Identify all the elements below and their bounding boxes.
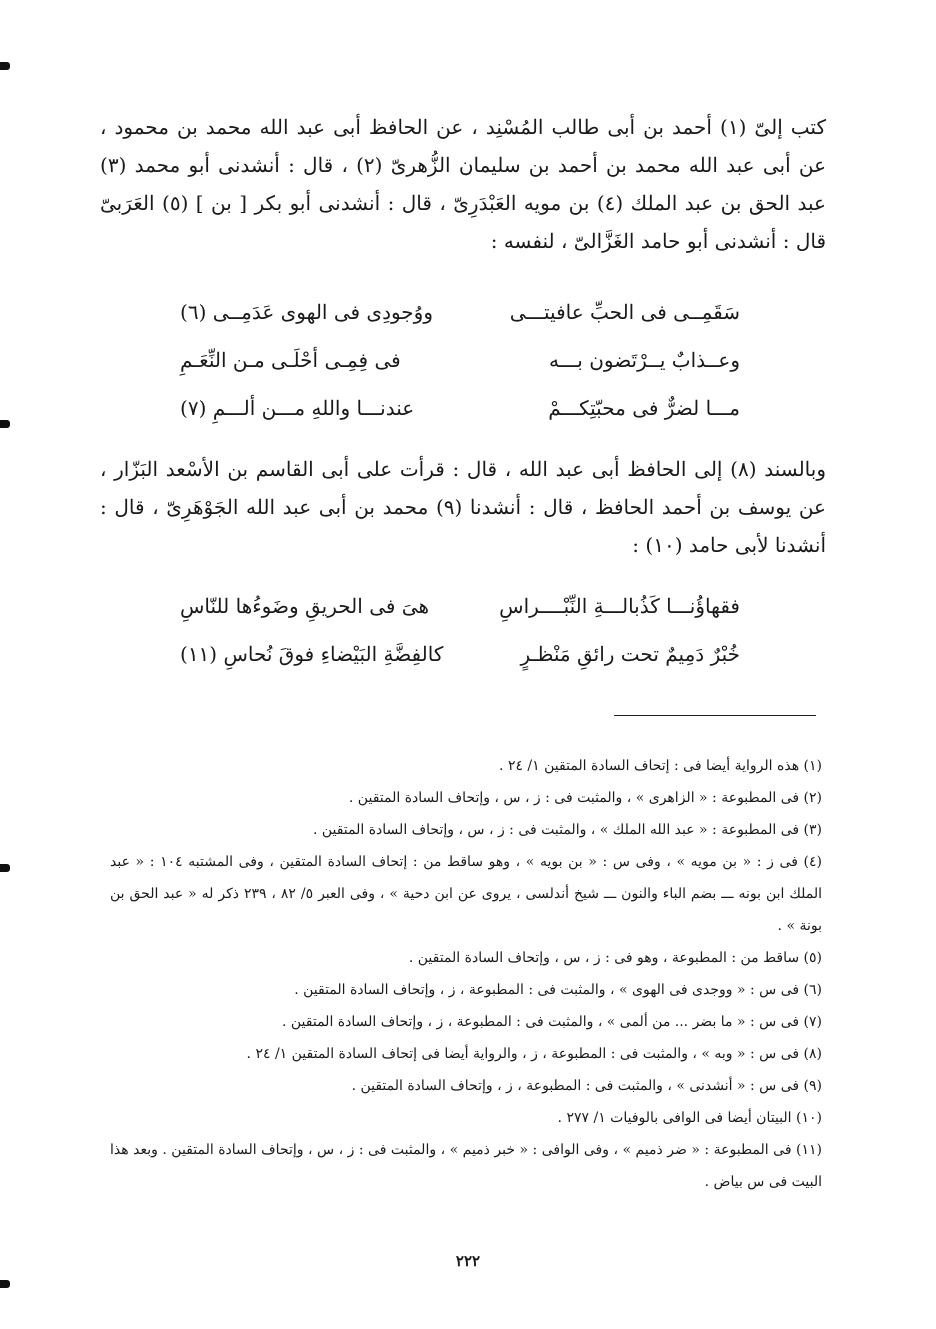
footnote-separator: [614, 715, 816, 716]
verse-hemistich-right: وعــذابٌ يــرْتَضون بـــه: [548, 348, 740, 372]
page-number: ٢٢٢: [455, 1252, 481, 1270]
paragraph-isnad-1: كتب إلىّ (١) أحمد بن أبى طالب المُسْنِد ، عن الحافظ أبى عبد الله محمد بن محمود ، عن أبى عبد الله محمد بن أحمد بن سليمان الزُّهرىّ (٢) ، قال : أنشدنى أبو محمد (٣) عبد الحق بن عبد الملك (٤) بن مويه العَبْدَرِىّ ، قال : أنشدنى أبو بكر [ بن ] (٥) العَرَبىّ قال : أنشدنى أبو حامد الغَزَّالىّ ، لنفسه :: [100, 115, 826, 253]
verse-line: [180, 582, 740, 630]
footnote-item: (٩) فى س : « أنشدنى » ، والمثبت فى : المطبوعة ، ز ، وإتحاف السادة المتقين .: [351, 1078, 822, 1094]
verse-hemistich-right: فقهاؤُنـــا كَذُبالـــةِ النِّبْــــراسِ: [499, 594, 740, 618]
verse-hemistich-left: عندنـــا واللهِ مـــن ألـــمِ (٧): [180, 396, 415, 420]
verse-hemistich-left: هىَ فى الحريقِ وضَوءُها للنّاسِ: [180, 594, 429, 618]
verse-hemistich-left: فى فِمِـى أحْلَـى مـن النِّعَـمِ: [180, 348, 401, 372]
verse-hemistich-right: مـــا لضرٌّ فى محبّتِكـــمْ: [548, 396, 740, 420]
poem-ghazali-2: [180, 582, 740, 678]
main-text-continued: [100, 450, 826, 564]
footnote-item: (١١) فى المطبوعة : « ضر ذميم » ، وفى الوافى : « خبر ذميم » ، والمثبت فى : ز ، س ، وإتحاف السادة المتقين . وبعد هذا البيت فى س بياض .: [110, 1142, 822, 1190]
footnote-item: (١) هذه الرواية أيضا فى : إتحاف السادة المتقين ١/ ٢٤ .: [499, 758, 822, 774]
footnote-item: (٤) فى ز : « بن مويه » ، وفى س : « بن بويه » ، وهو ساقط من : إتحاف السادة المتقين ، وفى المشتبه ١٠٤ : « عبد الملك ابن بونه ـــ بضم الباء والنون ـــ شيخ أندلسى ، يروى عن ابن دحية » ، وفى العبر ٥/ ٨٢ ، ٢٣٩ ذكر له « عبد الحق بن بونة » .: [110, 854, 823, 934]
verse-hemistich-left: كالفِضَّةِ البَيْضاءِ فوقَ نُحاسِ (١١): [180, 642, 444, 666]
scan-edge-mark: [0, 864, 10, 872]
footnote-item: (٣) فى المطبوعة : « عبد الله الملك » ، والمثبت فى : ز ، س ، وإتحاف السادة المتقين .: [312, 822, 822, 838]
footnote-item: (٧) فى س : « ما بضر ... من ألمى » ، والمثبت فى : المطبوعة ، ز ، وإتحاف السادة المتقين .: [282, 1014, 822, 1030]
scan-edge-mark: [0, 420, 10, 428]
footnotes: [110, 750, 822, 1198]
verse-line: [180, 288, 740, 336]
verse-hemistich-right: سَقَمِــى فى الحبِّ عافيتـــى: [509, 300, 740, 324]
verse-hemistich-left: ووُجودِى فى الهوى عَدَمِــى (٦): [180, 300, 433, 324]
footnote-item: (٢) فى المطبوعة : « الزاهرى » ، والمثبت فى : ز ، س ، وإتحاف السادة المتقين .: [348, 790, 822, 806]
footnote-item: (٦) فى س : « ووجدى فى الهوى » ، والمثبت فى : المطبوعة ، ز ، وإتحاف السادة المتقين .: [294, 982, 822, 998]
footnote-item: (٨) فى س : « وبه » ، والمثبت فى : المطبوعة ، ز ، والرواية أيضا فى إتحاف السادة المتقين ١/ ٢٤ .: [246, 1046, 822, 1062]
scan-edge-mark: [0, 1280, 10, 1288]
paragraph-isnad-2: وبالسند (٨) إلى الحافظ أبى عبد الله ، قال : قرأت على أبى القاسم بن الأسْعد البَزّار ، عن يوسف بن أحمد الحافظ ، قال : أنشدنا (٩) محمد بن أبى عبد الله الجَوْهَرِىّ ، قال : أنشدنا لأبى حامد (١٠) :: [100, 457, 826, 557]
poem-ghazali-1: [180, 288, 740, 432]
verse-hemistich-right: خُبْرٌ دَمِيمٌ تحت رائقِ مَنْظـرٍ: [520, 642, 740, 666]
verse-line: [180, 384, 740, 432]
main-text: [100, 108, 826, 260]
footnote-item: (٥) ساقط من : المطبوعة ، وهو فى : ز ، س ، وإتحاف السادة المتقين .: [408, 950, 822, 966]
verse-line: [180, 630, 740, 678]
verse-line: [180, 336, 740, 384]
footnote-item: (١٠) البيتان أيضا فى الوافى بالوفيات ١/ ٢٧٧ .: [557, 1110, 822, 1126]
scan-edge-mark: [0, 62, 10, 70]
